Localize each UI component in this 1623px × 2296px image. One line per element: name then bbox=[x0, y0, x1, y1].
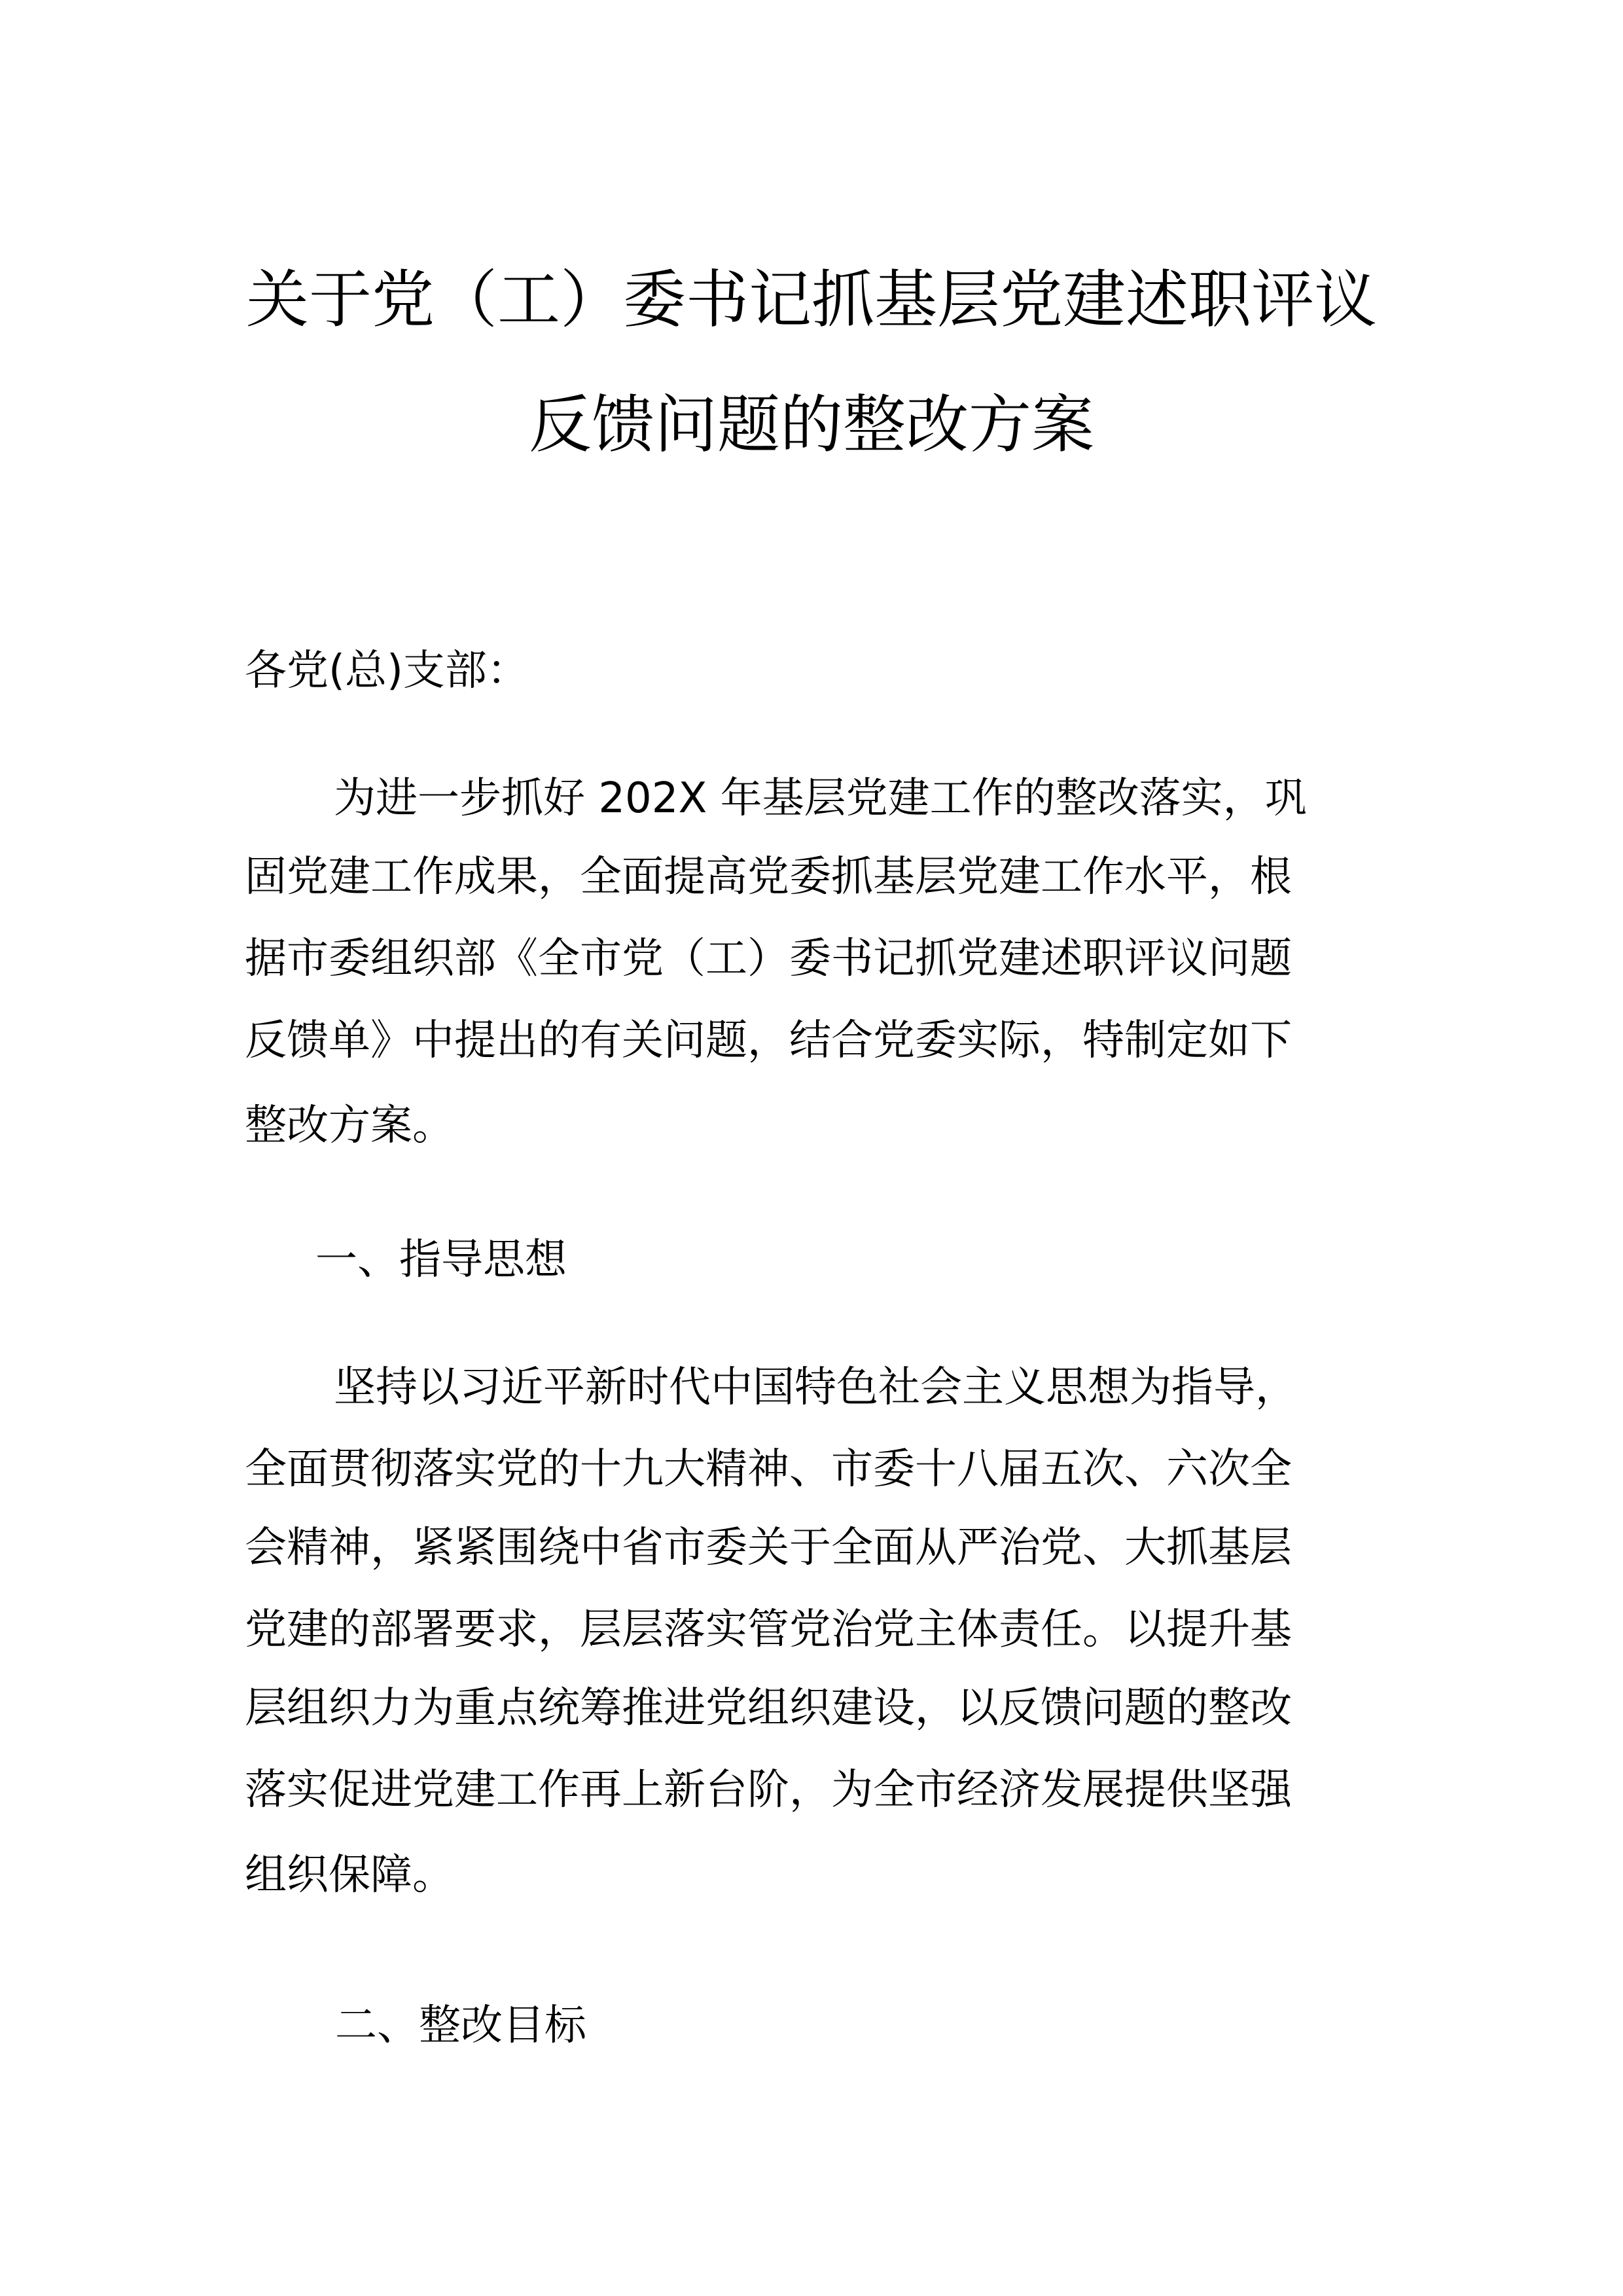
paragraph-line: 为进一步抓好 202X 年基层党建工作的整改落实，巩 bbox=[334, 774, 1307, 823]
paragraph-line: 固党建工作成果，全面提高党委抓基层党建工作水平，根 bbox=[245, 853, 1292, 901]
section-heading-guiding-ideology: 一、指导思想 bbox=[315, 1236, 567, 1284]
paragraph-line: 落实促进党建工作再上新台阶，为全市经济发展提供坚强 bbox=[245, 1766, 1292, 1814]
document-title-line-2: 反馈问题的整改方案 bbox=[529, 388, 1094, 461]
paragraph-line: 整改方案。 bbox=[245, 1102, 454, 1150]
paragraph-line: 会精神，紧紧围绕中省市委关于全面从严治党、大抓基层 bbox=[245, 1524, 1292, 1572]
paragraph-line: 全面贯彻落实党的十九大精神、市委十八届五次、六次全 bbox=[245, 1445, 1292, 1494]
paragraph-line: 组织保障。 bbox=[245, 1851, 454, 1899]
paragraph-line: 反馈单》中提出的有关问题，结合党委实际，特制定如下 bbox=[245, 1016, 1292, 1065]
document-title-line-1: 关于党（工）委书记抓基层党建述职评议 bbox=[246, 263, 1377, 336]
paragraph-line: 党建的部署要求，层层落实管党治党主体责任。以提升基 bbox=[245, 1605, 1292, 1654]
salutation: 各党(总)支部： bbox=[245, 647, 529, 695]
section-heading-rectification-goals: 二、整改目标 bbox=[335, 2001, 586, 2050]
paragraph-line: 据市委组织部《全市党（工）委书记抓党建述职评议问题 bbox=[245, 935, 1292, 983]
paragraph-line: 层组织力为重点统筹推进党组织建设，以反馈问题的整改 bbox=[245, 1684, 1292, 1732]
paragraph-line: 坚持以习近平新时代中国特色社会主义思想为指导， bbox=[334, 1363, 1297, 1412]
